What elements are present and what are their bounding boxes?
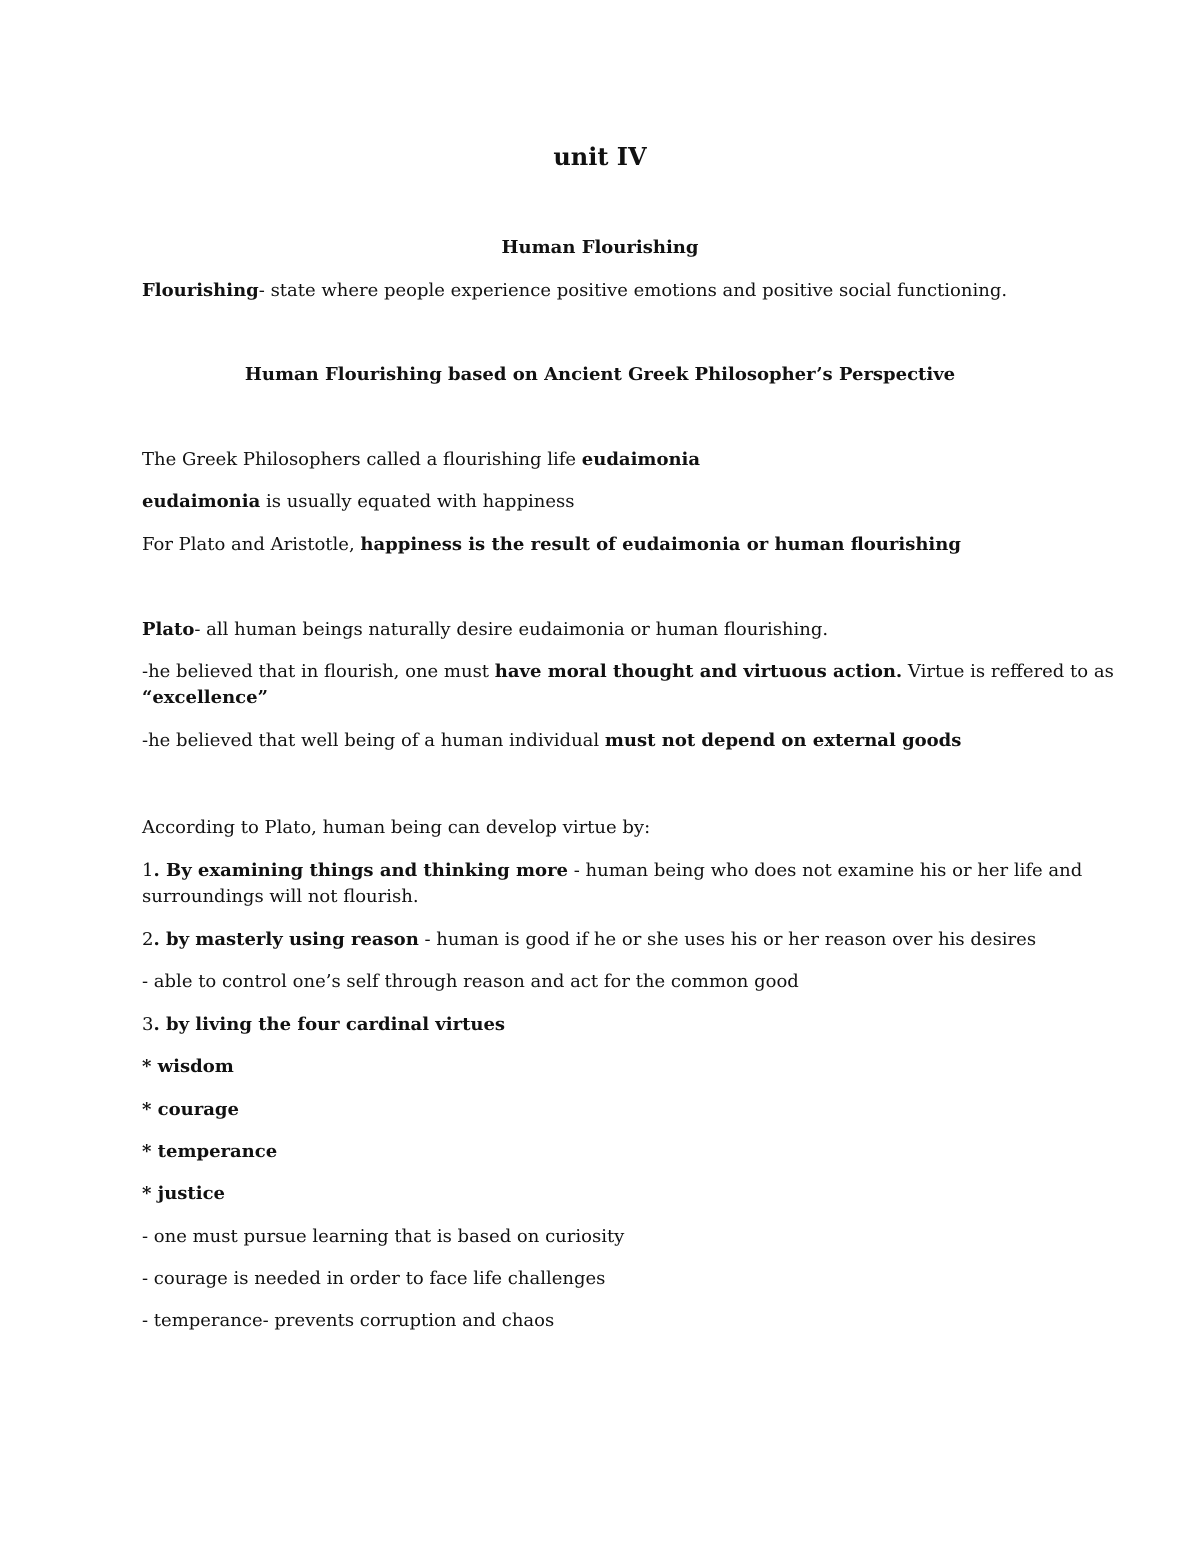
virtue-label: * wisdom xyxy=(142,1056,234,1077)
section-heading-greek-perspective: Human Flourishing based on Ancient Greek Philosopher’s Perspective xyxy=(244,364,956,385)
virtue-courage xyxy=(142,1097,1058,1123)
list-item-2-note: - able to control one’s self through reason and act for the common good xyxy=(142,971,799,992)
paragraph-plato-aristotle xyxy=(142,532,1058,558)
virtue-justice xyxy=(142,1181,1058,1207)
paragraph-belief-goods xyxy=(142,728,1058,754)
definition-text: - state where people experience positive emotions and positive social functioning. xyxy=(258,280,1008,301)
list-item-text: - human being who does not examine his or her life and xyxy=(568,860,1083,881)
plato-text: - all human beings naturally desire eudaimonia or human flourishing. xyxy=(194,619,829,640)
paragraph-text: The Greek Philosophers called a flourishing life xyxy=(142,449,582,470)
belief-text: -he believed that in flourish, one must xyxy=(142,661,495,682)
page-title: unit IV xyxy=(553,142,647,171)
virtue-label: * courage xyxy=(142,1099,239,1120)
section-heading-human-flourishing: Human Flourishing xyxy=(501,237,699,258)
list-number: 3 xyxy=(142,1014,154,1035)
belief-text: -he believed that well being of a human individual xyxy=(142,730,605,751)
list-number: 2 xyxy=(142,929,154,950)
virtue-label: * justice xyxy=(142,1183,225,1204)
virtue-wisdom xyxy=(142,1054,1058,1080)
paragraph-text: For Plato and Aristotle, xyxy=(142,534,361,555)
belief-bold: must not depend on external goods xyxy=(604,730,962,751)
plato-term: Plato xyxy=(142,619,195,640)
list-item-text: - human is good if he or she uses his or her reason over his desires xyxy=(418,929,1037,950)
paragraph-bold: happiness is the result of eudaimonia or human flourishing xyxy=(360,534,961,555)
virtue-label: * temperance xyxy=(142,1141,278,1162)
paragraph-text: is usually equated with happiness xyxy=(260,491,575,512)
paragraph-eudaimonia-intro xyxy=(142,447,1058,473)
paragraph-according: According to Plato, human being can develop virtue by: xyxy=(142,817,651,838)
list-item-3 xyxy=(142,1012,1058,1038)
list-item-bold: . By examining things and thinking more xyxy=(153,860,568,881)
note-learning: - one must pursue learning that is based on curiosity xyxy=(142,1226,625,1247)
virtue-temperance xyxy=(142,1139,1058,1165)
list-item-1 xyxy=(142,858,1083,884)
definition-term: Flourishing xyxy=(142,280,259,301)
list-item-bold: . by living the four cardinal virtues xyxy=(153,1014,506,1035)
list-item-1-continued: surroundings will not flourish. xyxy=(142,886,419,907)
note-courage: - courage is needed in order to face life challenges xyxy=(142,1268,606,1289)
paragraph-belief-virtue xyxy=(142,659,1114,685)
paragraph-eudaimonia-happiness xyxy=(142,489,1058,515)
list-item-bold: . by masterly using reason xyxy=(153,929,419,950)
paragraph-bold: eudaimonia xyxy=(581,449,701,470)
excellence-term: “excellence” xyxy=(142,687,268,708)
paragraph-bold: eudaimonia xyxy=(142,491,261,512)
flourishing-definition xyxy=(142,278,1058,304)
list-item-2 xyxy=(142,927,1058,953)
paragraph-plato xyxy=(142,617,1058,643)
list-number: 1 xyxy=(142,860,154,881)
belief-bold: have moral thought and virtuous action. xyxy=(494,661,903,682)
note-temperance: - temperance- prevents corruption and chaos xyxy=(142,1310,555,1331)
paragraph-belief-excellence xyxy=(142,685,1058,711)
belief-text-post: Virtue is reffered to as xyxy=(902,661,1114,682)
